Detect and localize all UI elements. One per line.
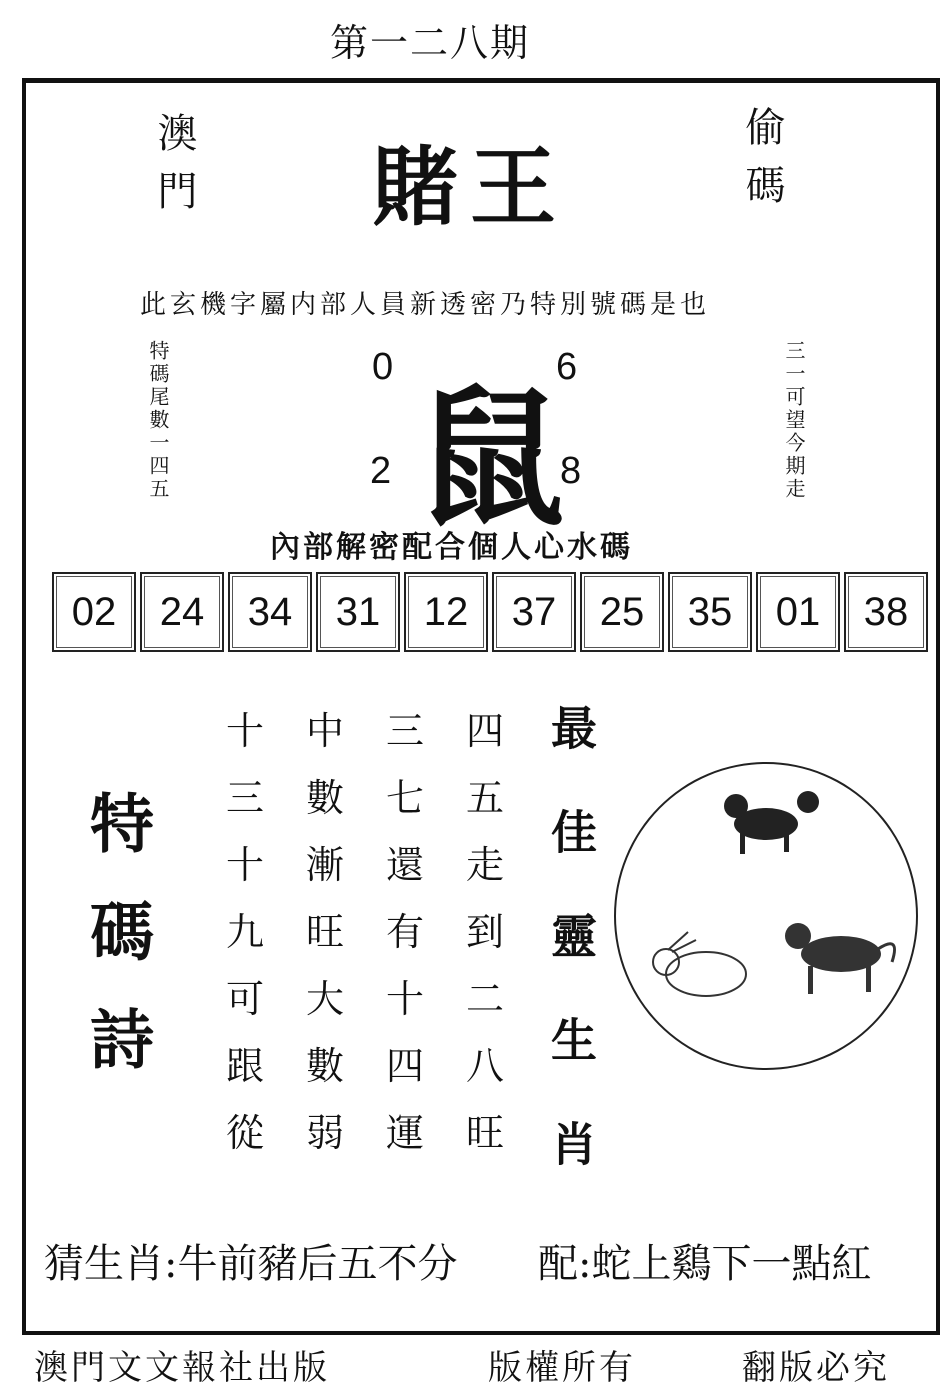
side-note-right: 三一可望今期走: [782, 340, 806, 501]
poem-char: 三: [225, 776, 264, 820]
issue-number: 第一二八期: [330, 21, 531, 65]
page-title: 賭王: [372, 138, 568, 238]
number-box: 01: [756, 572, 840, 652]
poem-char: 還: [385, 843, 424, 887]
tiger-icon: [785, 923, 895, 994]
poem-char: 四: [465, 709, 504, 753]
poem-char: 七: [385, 776, 424, 820]
best-zodiac-label: 最佳靈生肖: [544, 704, 598, 1224]
header-right: 偷碼: [739, 106, 785, 222]
number-box: 12: [404, 572, 488, 652]
dog-icon: [724, 791, 819, 854]
digit-top-left: 0: [372, 346, 394, 388]
poem-char: 九: [225, 910, 264, 954]
poem-char: 二: [465, 977, 504, 1021]
poem-char: 中: [305, 709, 344, 753]
number-row: [52, 572, 928, 652]
guess-zodiac: 猜生肖:牛前豬后五不分: [44, 1241, 458, 1287]
number-box: 37: [492, 572, 576, 652]
poem-char: 三: [385, 709, 424, 753]
digit-bottom-left: 2: [370, 450, 392, 492]
publisher: 澳門文文報社出版: [34, 1348, 330, 1388]
poem-char: 五: [465, 776, 504, 820]
side-note-left: 特碼尾數一四五: [146, 340, 170, 501]
poem-char: 十: [225, 709, 264, 753]
zodiac-character: 鼠: [415, 371, 566, 547]
number-box: 35: [668, 572, 752, 652]
number-box: 02: [52, 572, 136, 652]
digit-bottom-right: 8: [560, 450, 582, 492]
poem-char: 數: [305, 1044, 344, 1088]
poem-char: 走: [465, 843, 504, 887]
number-box: 31: [316, 572, 400, 652]
copyright: 版權所有: [488, 1348, 636, 1388]
poem-char: 弱: [305, 1111, 344, 1155]
poem-char: 到: [465, 910, 504, 954]
poem-char: 跟: [225, 1044, 264, 1088]
poem-char: 漸: [305, 843, 344, 887]
number-box: 25: [580, 572, 664, 652]
heart-numbers-label: 內部解密配合個人心水碼: [270, 530, 633, 565]
reprint-warning: 翻版必究: [742, 1348, 890, 1388]
header-left: 澳門: [151, 112, 197, 228]
digit-top-right: 6: [556, 346, 578, 388]
poem-grid: [205, 700, 525, 1169]
poem-char: 大: [305, 977, 344, 1021]
poem-title: 特碼詩: [79, 790, 153, 1114]
zodiac-illustration: [614, 762, 918, 1070]
poem-char: 十: [385, 977, 424, 1021]
poem-char: 可: [225, 977, 264, 1021]
poem-char: 旺: [305, 910, 344, 954]
poem-char: 數: [305, 776, 344, 820]
poem-char: 有: [385, 910, 424, 954]
poem-char: 四: [385, 1044, 424, 1088]
poem-char: 運: [385, 1111, 424, 1155]
match-zodiac: 配:蛇上鷄下一點紅: [538, 1241, 872, 1287]
poem-char: 旺: [465, 1111, 504, 1155]
poem-char: 從: [225, 1111, 264, 1155]
number-box: 24: [140, 572, 224, 652]
number-box: 38: [844, 572, 928, 652]
poem-char: 十: [225, 843, 264, 887]
rabbit-icon: [653, 932, 746, 996]
poem-char: 八: [465, 1044, 504, 1088]
subline: 此玄機字屬内部人員新透密乃特別號碼是也: [140, 290, 711, 320]
number-box: 34: [228, 572, 312, 652]
